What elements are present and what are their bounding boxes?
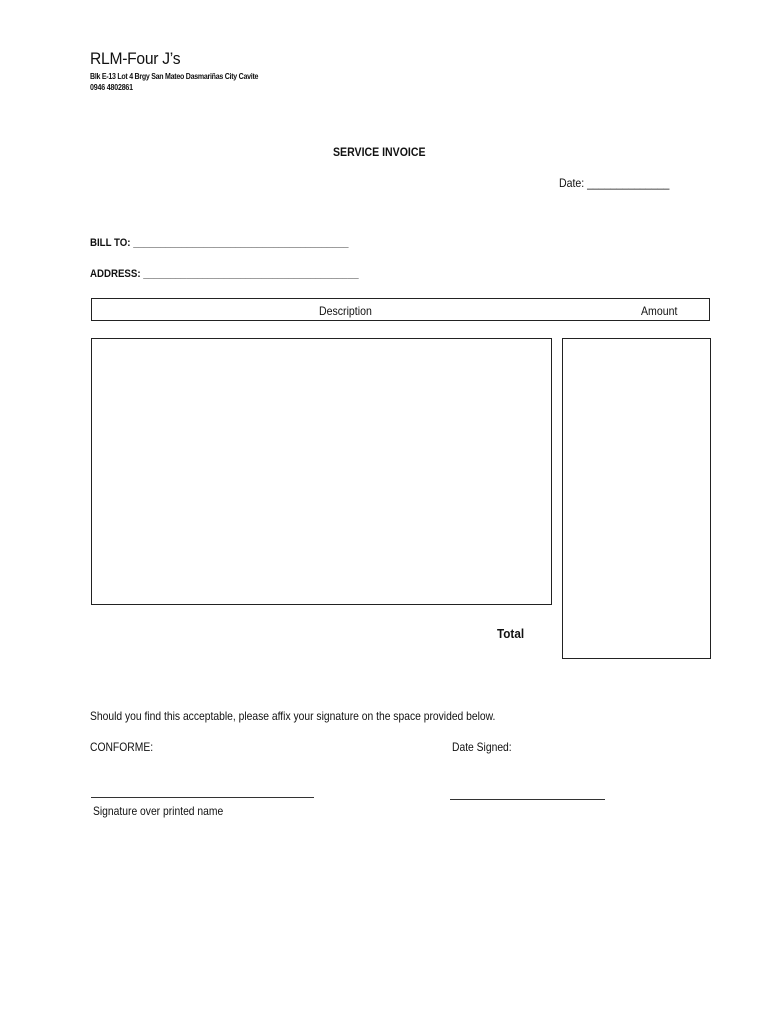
address-field: ADDRESS: ________________________________________ (90, 268, 359, 280)
signature-caption: Signature over printed name (93, 804, 224, 818)
description-area (91, 338, 552, 605)
date-signed-label: Date Signed: (452, 740, 512, 754)
company-address: Blk E-13 Lot 4 Brgy San Mateo Dasmariñas City Cavite (90, 72, 259, 81)
signature-line (91, 797, 314, 798)
amount-column-header: Amount (641, 304, 678, 318)
total-label: Total (497, 626, 525, 641)
conforme-label: CONFORME: (90, 740, 154, 754)
table-header-box (91, 298, 710, 321)
acceptance-text: Should you find this acceptable, please affix your signature on the space provided below. (90, 709, 496, 723)
date-signed-line (450, 799, 605, 800)
invoice-title: SERVICE INVOICE (333, 145, 426, 159)
description-column-header: Description (319, 304, 372, 318)
amount-area (562, 338, 711, 659)
company-phone: 0946 4802861 (90, 83, 133, 92)
date-field: Date: ______________ (559, 176, 670, 190)
company-name: RLM-Four J’s (90, 49, 181, 68)
bill-to-field: BILL TO: ________________________________________ (90, 237, 349, 249)
